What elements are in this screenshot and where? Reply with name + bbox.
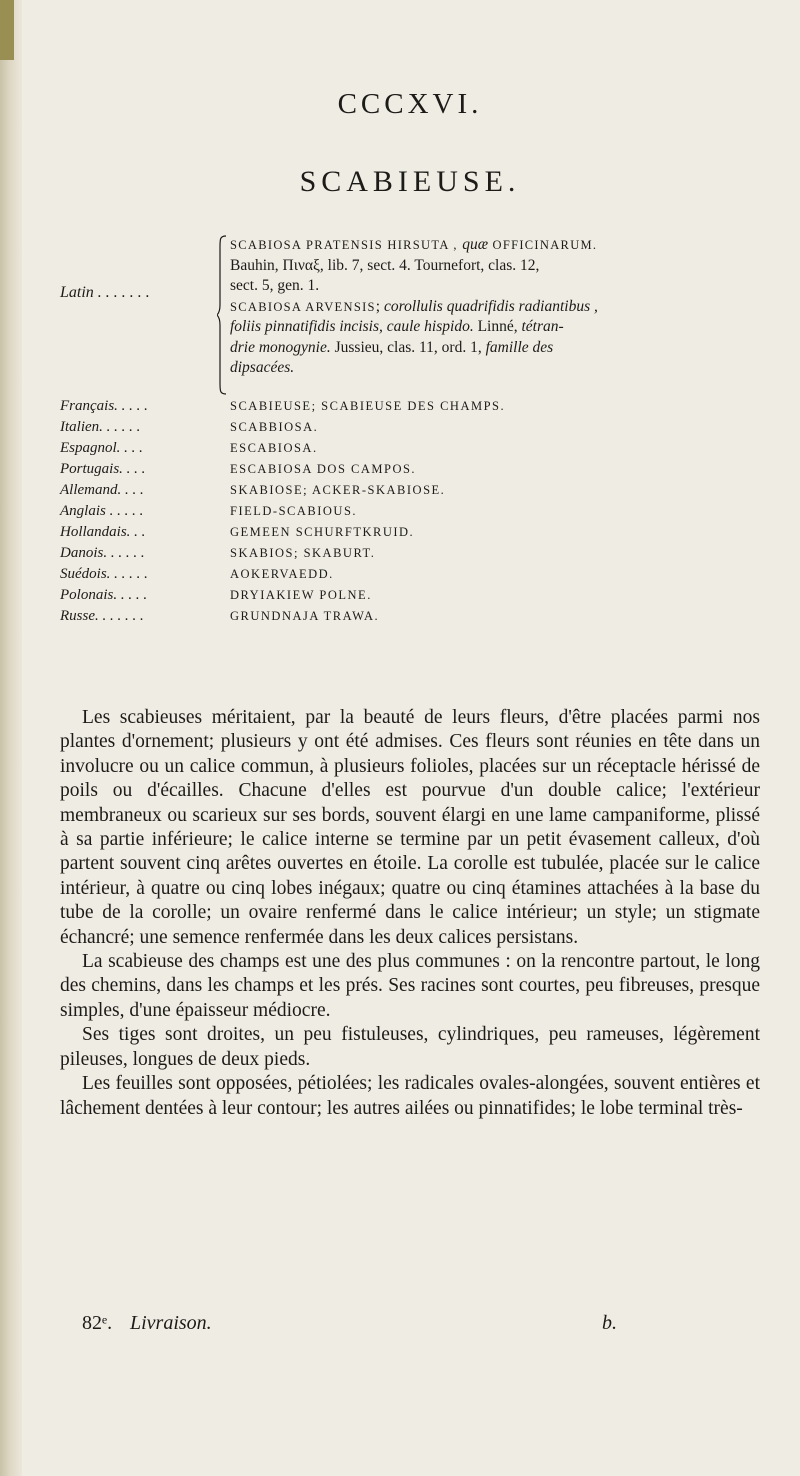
vernacular-name: SKABIOS; SKABURT.	[230, 546, 376, 560]
latin-segment: foliis pinnatifidis incisis, caule hispido.	[230, 318, 474, 335]
latin-segment: Bauhin, Πιναξ, lib. 7, sect. 4. Tournefort, clas. 12,	[230, 256, 540, 274]
latin-segment: Linné,	[473, 318, 522, 335]
language-label: Russe. . . . . . .	[60, 608, 144, 624]
latin-segment: dipsacées.	[230, 359, 295, 376]
binding-mark	[0, 0, 14, 60]
vernacular-name: DRYIAKIEW POLNE.	[230, 588, 372, 602]
latin-segment: SCABIOSA PRATENSIS HIRSUTA ,	[230, 238, 463, 252]
latin-line	[230, 235, 760, 256]
language-label: Allemand. . . .	[60, 482, 144, 498]
signature-number: 82ᵉ.	[82, 1312, 113, 1334]
book-spine-edge	[0, 0, 22, 1476]
language-label: Anglais . . . . .	[60, 503, 144, 519]
page-title: SCABIEUSE.	[299, 165, 521, 198]
vernacular-name: ESCABIOSA DOS CAMPOS.	[230, 462, 417, 476]
vernacular-row	[60, 419, 760, 440]
vernacular-name: SCABIEUSE; SCABIEUSE DES CHAMPS.	[230, 399, 506, 413]
latin-line	[230, 317, 760, 338]
latin-synonymy	[230, 235, 760, 379]
latin-segment: SCABIOSA ARVENSIS	[230, 299, 376, 314]
vernacular-row	[60, 587, 760, 608]
language-label: Portugais. . . .	[60, 461, 146, 477]
latin-segment: drie monogynie.	[230, 338, 331, 356]
vernacular-name: AOKERVAEDD.	[230, 567, 334, 581]
vernacular-name: ESCABIOSA.	[230, 441, 318, 455]
latin-segment: sect. 5, gen. 1.	[230, 277, 320, 294]
vernacular-row	[60, 482, 760, 503]
description-text	[60, 706, 760, 1121]
vernacular-row	[60, 545, 760, 566]
latin-segment: quæ	[462, 236, 489, 253]
signature-letter: b.	[602, 1312, 617, 1334]
language-label: Français. . . . .	[60, 398, 148, 414]
language-label: Suédois. . . . . .	[60, 566, 148, 582]
latin-segment: tétran-	[521, 318, 564, 335]
latin-label: Latin . . . . . . .	[60, 284, 150, 301]
vernacular-row	[60, 440, 760, 461]
plate-number: CCCXVI.	[337, 88, 483, 120]
livraison-label: Livraison.	[130, 1312, 212, 1334]
vernacular-name: GEMEEN SCHURFTKRUID.	[230, 525, 415, 539]
curly-brace	[217, 235, 227, 395]
vernacular-name: GRUNDNAJA TRAWA.	[230, 609, 380, 623]
latin-segment: corollulis quadrifidis radiantibus ,	[383, 297, 598, 315]
language-label: Polonais. . . . .	[60, 587, 148, 603]
paragraph: Les scabieuses méritaient, par la beauté de leurs fleurs, d'être placées parmi nos plantes d'ornement; plusieurs y ont été admises. Ces fleurs sont réunies en tête dans un involucre ou un calice commun, à plusieurs folioles, placées sur un réceptacle hérissé de poils ou d'écailles. Chacune d'elles est pourvue d'un double calice; l'extérieur membraneux ou scarieux sur ses bords, souvent élargi en une lame campaniforme, plissé à sa partie inférieure; le calice interne se termine par un petit évasement calleux, d'où partent souvent cinq arêtes ouvertes en étoile. La corolle est tubulée, placée sur le calice intérieur, à quatre ou cinq lobes inégaux; quatre ou cinq étamines attachées à la base du tube de la corolle; un ovaire renfermé dans le calice intérieur; un style; un stigmate échancré; une semence renfermée dans les deux calices persistans.	[60, 707, 760, 948]
latin-line	[230, 338, 760, 359]
language-label: Danois. . . . . .	[60, 545, 145, 561]
page	[60, 0, 760, 1476]
vernacular-names-list	[60, 398, 760, 629]
latin-segment: OFFICINARUM.	[488, 238, 598, 252]
vernacular-row	[60, 398, 760, 419]
latin-segment: Jussieu, clas. 11, ord. 1,	[330, 338, 486, 356]
vernacular-row	[60, 608, 760, 629]
latin-line	[230, 256, 760, 277]
vernacular-name: SCABBIOSA.	[230, 420, 319, 434]
latin-line	[230, 297, 760, 318]
latin-line	[230, 276, 760, 297]
latin-segment: ;	[375, 297, 384, 315]
language-label: Italien. . . . . .	[60, 419, 141, 435]
language-label: Hollandais. . .	[60, 524, 146, 540]
vernacular-row	[60, 503, 760, 524]
latin-line	[230, 358, 760, 379]
paragraph: Ses tiges sont droites, un peu fistuleuses, cylindriques, peu rameuses, légèrement pileuses, longues de deux pieds.	[60, 1024, 760, 1070]
paragraph: La scabieuse des champs est une des plus communes : on la rencontre partout, le long des chemins, dans les champs et les prés. Ses racines sont courtes, peu fibreuses, presque simples, d'une épaisseur médiocre.	[60, 951, 760, 1021]
vernacular-name: SKABIOSE; ACKER-SKABIOSE.	[230, 483, 446, 497]
paragraph: Les feuilles sont opposées, pétiolées; les radicales ovales-alongées, souvent entières et lâchement dentées à leur contour; les autres ailées ou pinnatifides; le lobe terminal très-	[60, 1073, 760, 1119]
latin-segment: famille des	[485, 338, 554, 356]
vernacular-row	[60, 566, 760, 587]
language-label: Espagnol. . . .	[60, 440, 143, 456]
vernacular-name: FIELD-SCABIOUS.	[230, 504, 358, 518]
vernacular-row	[60, 461, 760, 482]
vernacular-row	[60, 524, 760, 545]
